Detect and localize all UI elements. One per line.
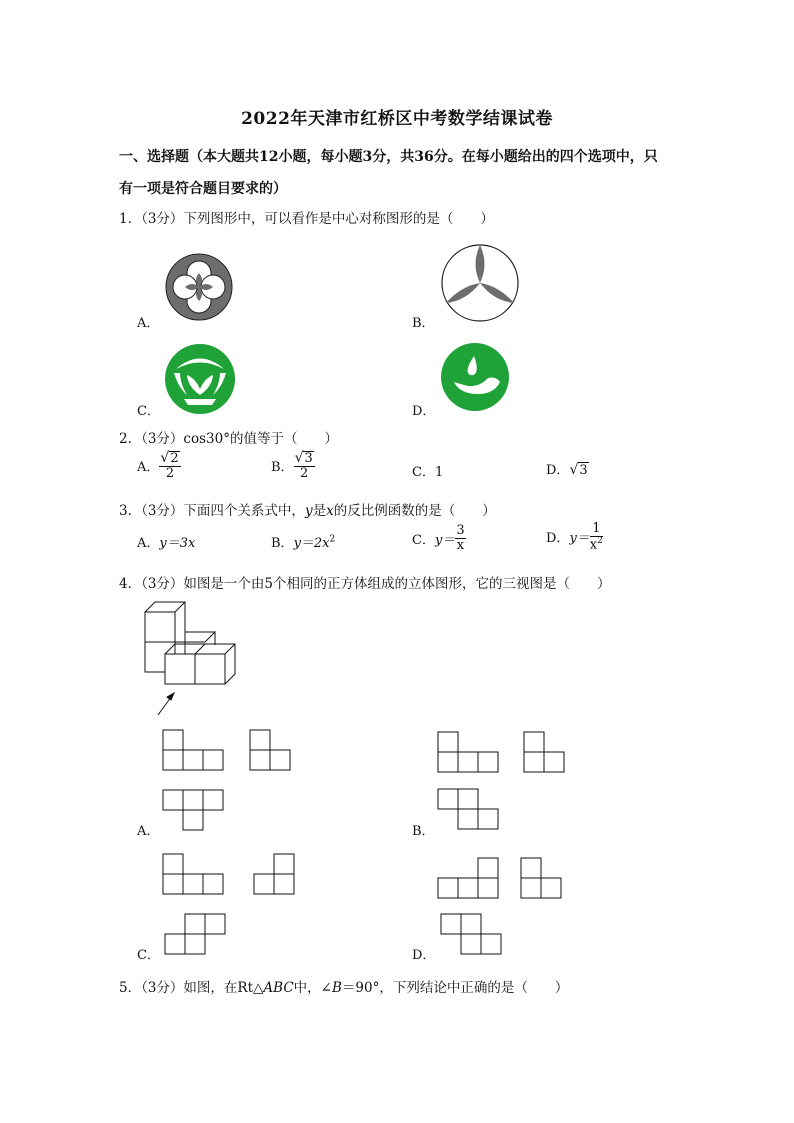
q1-option-c-label[interactable]: C． [137,404,160,419]
q4-option-b-label[interactable]: B． [412,824,435,839]
q2-option-c-label: C． [412,465,435,480]
q2-option-d-label: D． [546,463,570,478]
question-3-text: 3．（3分）下面四个关系式中，y是x的反比例函数的是（ ） [119,503,496,519]
q3-option-b-value: y＝2x [293,536,330,551]
question-5-text: 5．（3分）如图，在Rt△ABC中，∠B＝90°，下列结论中正确的是（ ） [119,980,569,996]
q3-option-d-label: D． [546,531,570,547]
q2-option-d-value: 3 [579,463,588,478]
q2-option-b-fraction: $\frac{√3}{2}$ [294,450,313,481]
q4-option-b-views [437,731,572,833]
q2-option-c[interactable] [412,461,443,480]
q4-option-d-label[interactable]: D． [412,948,436,963]
q4-option-c-label[interactable]: C． [137,948,160,963]
q3-option-d[interactable]: D． y＝ $\frac{1}{x^2}$ [546,521,603,552]
q3-option-a-value: y＝3x [159,536,196,551]
q1-option-c-figure [164,343,236,415]
q3-option-c-fraction: $\frac{3}{x}$ [456,523,465,553]
q3-option-d-fraction: $\frac{1}{x^2}$ [589,521,603,552]
q4-option-a-label[interactable]: A． [137,824,160,839]
q1-option-a-label[interactable]: A． [137,316,160,331]
page-title: 2022年天津市红桥区中考数学结课试卷 [241,109,553,129]
q1-option-d-figure [440,342,510,412]
q3-option-a-label: A． [137,536,160,551]
q4-solid-figure [140,597,250,722]
q2-option-c-value: 1 [434,465,444,480]
q1-option-b-figure [440,243,520,323]
section-header-line2: 有一项是符合题目要求的） [119,181,287,197]
q1-option-d-label[interactable]: D． [412,404,436,419]
q4-option-c-views [162,853,297,957]
question-1-text: 1．（3分）下列图形中，可以看作是中心对称图形的是（ ） [119,211,494,227]
q3-option-b-exponent: 2 [329,534,336,545]
q4-option-d-views [437,857,572,959]
q2-option-a[interactable] [137,451,181,480]
q3-option-c-label: C． [412,532,435,548]
q3-option-b[interactable] [271,532,335,551]
q1-option-b-label[interactable]: B． [412,316,435,331]
q2-option-d[interactable]: D．√3 [546,462,588,478]
question-2-text: 2．（3分）cos30°的值等于（ ） [119,431,338,447]
q1-option-a-figure [164,252,234,322]
q2-option-b[interactable] [271,451,315,480]
q2-option-a-fraction: $\frac{√2}{2}$ [160,450,179,481]
q3-option-b-label: B． [271,536,294,551]
q2-option-a-label: A． [137,460,160,476]
question-4-text: 4．（3分）如图是一个由5个相同的正方体组成的立体图形，它的三视图是（ ） [119,576,611,592]
q3-option-c[interactable]: C． y＝ $\frac{3}{x}$ [412,523,465,553]
q2-option-b-label: B． [271,460,294,476]
section-header-line1: 一、选择题（本大题共12小题，每小题3分，共36分。在每小题给出的四个选项中，只 [119,149,658,165]
q3-option-a[interactable] [137,532,195,551]
q4-option-a-views [162,729,297,834]
